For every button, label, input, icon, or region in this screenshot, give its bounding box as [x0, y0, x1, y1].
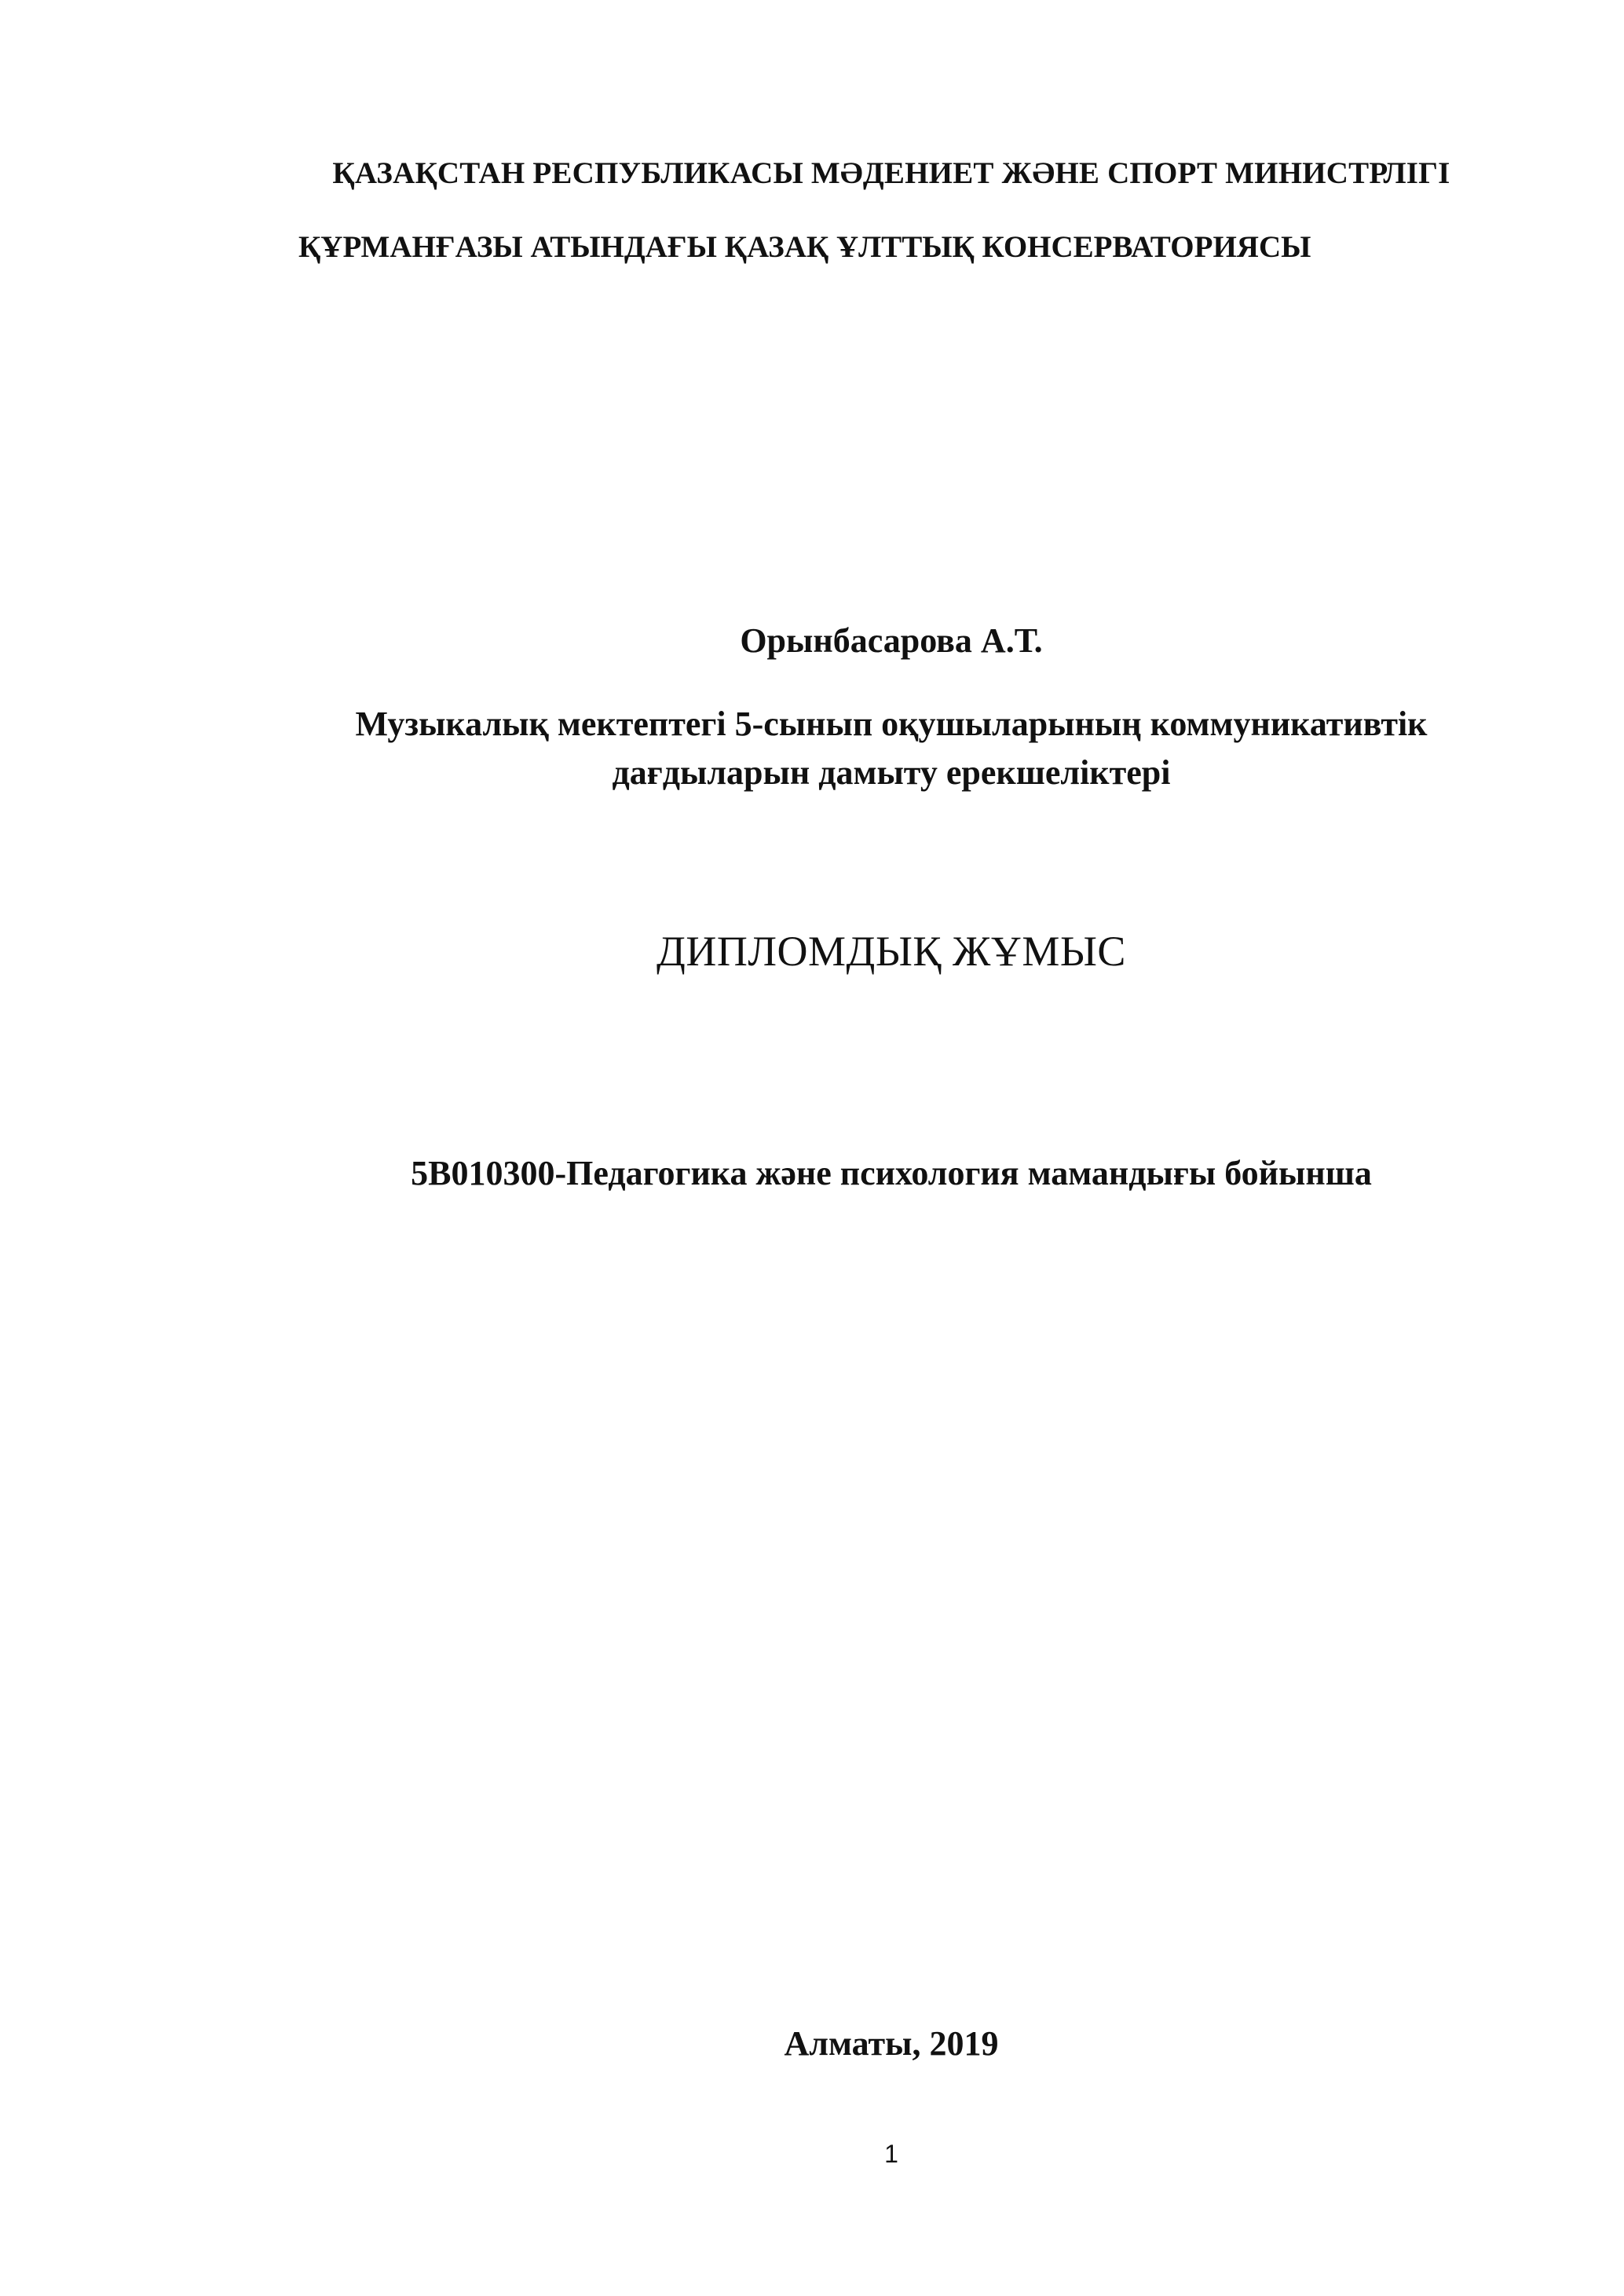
- ministry-heading: ҚАЗАҚСТАН РЕСПУБЛИКАСЫ МӘДЕНИЕТ ЖӘНЕ СПОРТ МИНИСТРЛІГІ: [332, 156, 1450, 190]
- document-type-heading: ДИПЛОМДЫҚ ЖҰМЫС: [657, 928, 1126, 975]
- page-number: 1: [884, 2140, 898, 2168]
- thesis-title-line-1: Музыкалық мектептегі 5-сынып оқушыларының коммуникативтік: [355, 705, 1428, 743]
- specialty-line: 5В010300-Педагогика және психология мамандығы бойынша: [411, 1154, 1372, 1192]
- author-name: Орынбасарова А.Т.: [740, 621, 1043, 660]
- place-and-year: Алматы, 2019: [784, 2024, 999, 2063]
- thesis-title-line-2: дағдыларын дамыту ерекшеліктері: [612, 753, 1171, 792]
- conservatory-heading: ҚҰРМАНҒАЗЫ АТЫНДАҒЫ ҚАЗАҚ ҰЛТТЫҚ КОНСЕРВАТОРИЯСЫ: [298, 230, 1311, 264]
